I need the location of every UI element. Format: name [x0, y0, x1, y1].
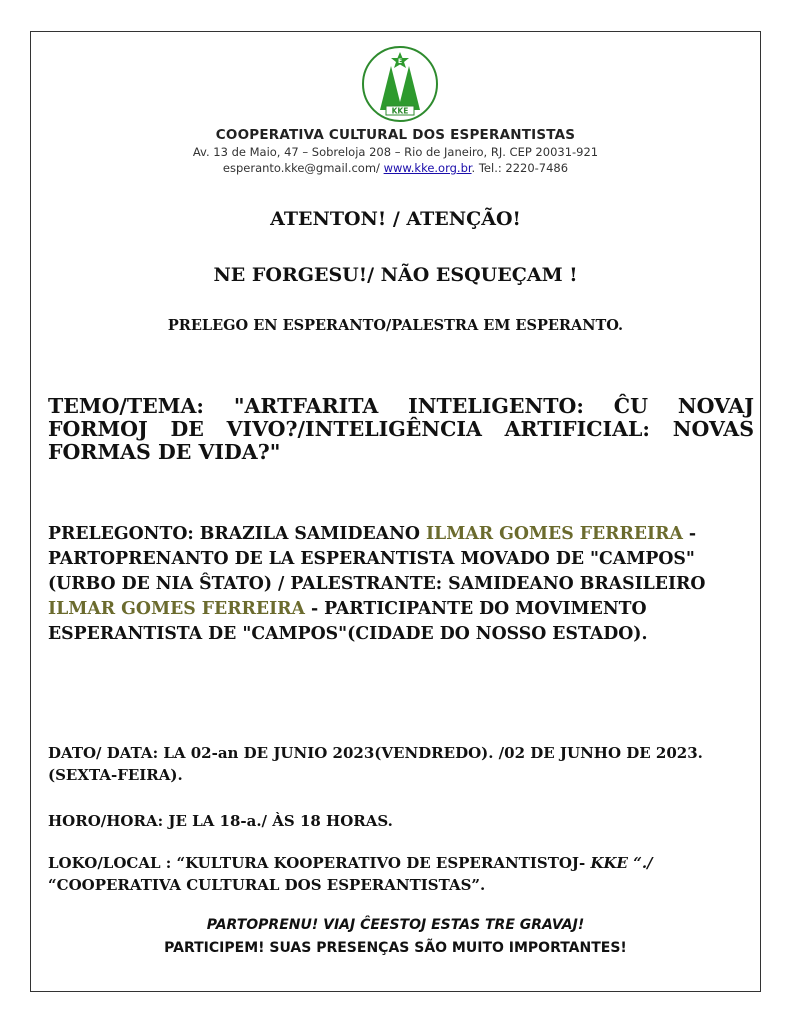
logo-text: KKE: [391, 106, 409, 116]
location-label: LOKO/LOCAL: [48, 854, 161, 872]
lecture-heading: PRELEGO EN ESPERANTO/PALESTRA EM ESPERANTO.: [167, 317, 624, 334]
topic-paragraph: TEMO/TEMA: "ARTFARITA INTELIGENTO: ĈU NOVAJ FORMOJ DE VIVO?/INTELIGÊNCIA ARTIFICIAL: NOVAS FORMAS DE VIDA?": [48, 394, 754, 464]
org-name: COOPERATIVA CULTURAL DOS ESPERANTISTAS: [215, 127, 576, 143]
speaker-text-3: - PARTICIPANTE DO MOVIMENTO ESPERANTISTA DE "CAMPOS"(CIDADE DO NOSSO ESTADO).: [48, 599, 648, 644]
hour-line: [48, 810, 754, 832]
speaker-text-1: PRELEGONTO: BRAZILA SAMIDEANO: [48, 524, 426, 544]
location-italic: KKE “./: [590, 854, 653, 872]
footer-portuguese: PARTICIPEM! SUAS PRESENÇAS SÃO MUITO IMPORTANTES!: [164, 940, 627, 956]
speaker-paragraph: [48, 522, 754, 647]
page-border: [30, 31, 761, 992]
hour-label: HORO/HORA: [48, 812, 158, 830]
location-line: [48, 852, 754, 896]
attention-heading: ATENTON! / ATENÇÃO!: [270, 208, 521, 230]
kke-logo: [360, 44, 440, 124]
footer-esperanto: PARTOPRENU! VIAJ ĈEESTOJ ESTAS TRE GRAVAJ!: [206, 917, 585, 933]
dont-forget-heading: NE FORGESU!/ NÃO ESQUEÇAM !: [213, 264, 578, 286]
speaker-name-1: ILMAR GOMES FERREIRA: [425, 524, 683, 544]
location-value-2: “COOPERATIVA CULTURAL DOS ESPERANTISTAS”.: [48, 876, 486, 894]
org-address: Av. 13 de Maio, 47 – Sobreloja 208 – Rio de Janeiro, RJ. CEP 20031-921: [192, 145, 599, 159]
org-website-link[interactable]: www.kke.org.br: [383, 161, 472, 175]
svg-text:E: E: [397, 58, 403, 65]
speaker-text-2: - PARTOPRENANTO DE LA ESPERANTISTA MOVADO DE "CAMPOS" (URBO DE NIA ŜTATO) / PALESTRANTE: SAMIDEANO BRASILEIRO: [48, 524, 706, 594]
date-line: [48, 742, 754, 786]
org-contact: [30, 161, 761, 175]
hour-value: : JE LA 18-a./ ÀS 18 HORAS.: [157, 812, 393, 830]
location-value: : “KULTURA KOOPERATIVO DE ESPERANTISTOJ-: [160, 854, 591, 872]
speaker-name-2: ILMAR GOMES FERREIRA: [48, 599, 305, 619]
org-phone: . Tel.: 2220-7486: [471, 161, 569, 175]
date-value: : LA 02-an DE JUNIO 2023(VENDREDO). /02 DE JUNHO DE 2023. (SEXTA-FEIRA).: [48, 744, 703, 784]
date-label: DATO/ DATA: [48, 744, 153, 762]
org-email: esperanto.kke@gmail.com/: [222, 161, 384, 175]
